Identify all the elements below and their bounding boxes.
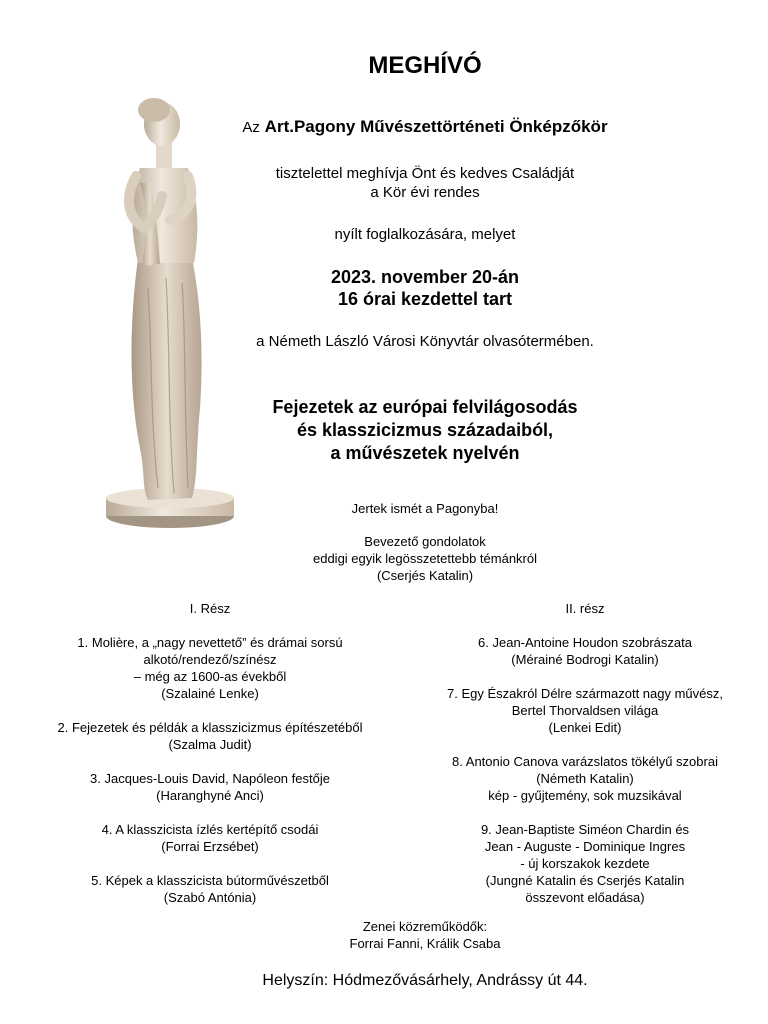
item-text: 5. Képek a klasszicista bútorművészetből (91, 873, 329, 888)
item-speaker: összevont előadása) (525, 890, 645, 905)
music-heading: Zenei közreműködők: (362, 919, 488, 934)
item-speaker: (Jungné Katalin és Cserjés Katalin (485, 873, 685, 888)
music-names: Forrai Fanni, Králik Csaba (349, 936, 501, 951)
opening-remarks (250, 533, 600, 584)
program-item (410, 685, 760, 736)
item-speaker: (Haranghyné Anci) (156, 788, 264, 803)
opening-speaker: (Cserjés Katalin) (376, 568, 474, 583)
item-speaker: (Mérainé Bodrogi Katalin) (511, 652, 659, 667)
program-item (410, 753, 760, 804)
music-credits (250, 918, 600, 952)
item-speaker: (Szalainé Lenke) (161, 686, 259, 701)
program-item (410, 634, 760, 668)
theme-line: Fejezetek az európai felvilágosodás (272, 397, 578, 417)
event-date: 2023. november 20-án (330, 267, 520, 287)
item-text: - új korszakok kezdete (520, 856, 650, 871)
item-text: 6. Jean-Antoine Houdon szobrászata (478, 635, 692, 650)
part-2-heading: II. rész (565, 601, 605, 616)
program-theme (180, 396, 670, 465)
program-item (410, 821, 760, 906)
program-item (20, 770, 400, 804)
intro-text-2: nyílt foglalkozására, melyet (334, 226, 516, 243)
organizer-name: Art.Pagony Művészettörténeti Önképzőkör (264, 117, 608, 136)
intro-line: a Kör évi rendes (370, 184, 480, 201)
program-item (20, 634, 400, 702)
item-text: alkotó/rendező/színész (143, 652, 277, 667)
item-text: 9. Jean-Baptiste Siméon Chardin és (480, 822, 690, 837)
location-line: Helyszín: Hódmezővásárhely, Andrássy út 44. (262, 972, 588, 989)
invitation-title: MEGHÍVÓ (368, 52, 482, 79)
part-2 (410, 600, 760, 906)
item-speaker: (Németh Katalin) (536, 771, 634, 786)
part-1-heading: I. Rész (189, 601, 231, 616)
statue-image (100, 88, 250, 534)
item-text: 4. A klasszicista ízlés kertépítő csodái (101, 822, 319, 837)
item-text: 8. Antonio Canova varázslatos tökélyű szobrai (452, 754, 718, 769)
item-text: kép - gyűjtemény, sok muzsikával (488, 788, 682, 803)
item-text: 2. Fejezetek és példák a klasszicizmus építészetéből (57, 720, 363, 735)
opening-line: Bevezető gondolatok (364, 534, 486, 549)
tagline: Jertek ismét a Pagonyba! (351, 501, 499, 516)
theme-line: és klasszicizmus századaiból, (296, 420, 554, 440)
part-1 (20, 600, 400, 906)
item-text: 7. Egy Északról Délre származott nagy művész, (447, 686, 723, 701)
program-item (20, 821, 400, 855)
item-text: Bertel Thorvaldsen világa (511, 703, 659, 718)
venue-line: a Németh László Városi Könyvtár olvasótermében. (256, 333, 594, 350)
opening-line: eddigi egyik legösszetettebb témánkról (312, 551, 538, 566)
item-text: 1. Molière, a „nagy nevettető” és drámai sorsú (77, 635, 343, 650)
item-speaker: (Szabó Antónia) (163, 890, 257, 905)
organizer-prefix: Az (242, 119, 260, 136)
event-time: 16 órai kezdettel tart (337, 289, 513, 309)
program-item (20, 719, 400, 753)
program-item (20, 872, 400, 906)
item-text: Jean - Auguste - Dominique Ingres (484, 839, 686, 854)
intro-text (200, 164, 650, 202)
organizer-line (190, 117, 660, 137)
event-datetime (200, 266, 650, 310)
item-speaker: (Lenkei Edit) (548, 720, 622, 735)
item-speaker: (Szalma Judit) (168, 737, 252, 752)
item-speaker: (Forrai Erzsébet) (161, 839, 259, 854)
item-text: – még az 1600-as évekből (133, 669, 287, 684)
item-text: 3. Jacques-Louis David, Napóleon festője (90, 771, 330, 786)
intro-line: tisztelettel meghívja Önt és kedves Családját (275, 165, 575, 182)
theme-line: a művészetek nyelvén (330, 443, 520, 463)
